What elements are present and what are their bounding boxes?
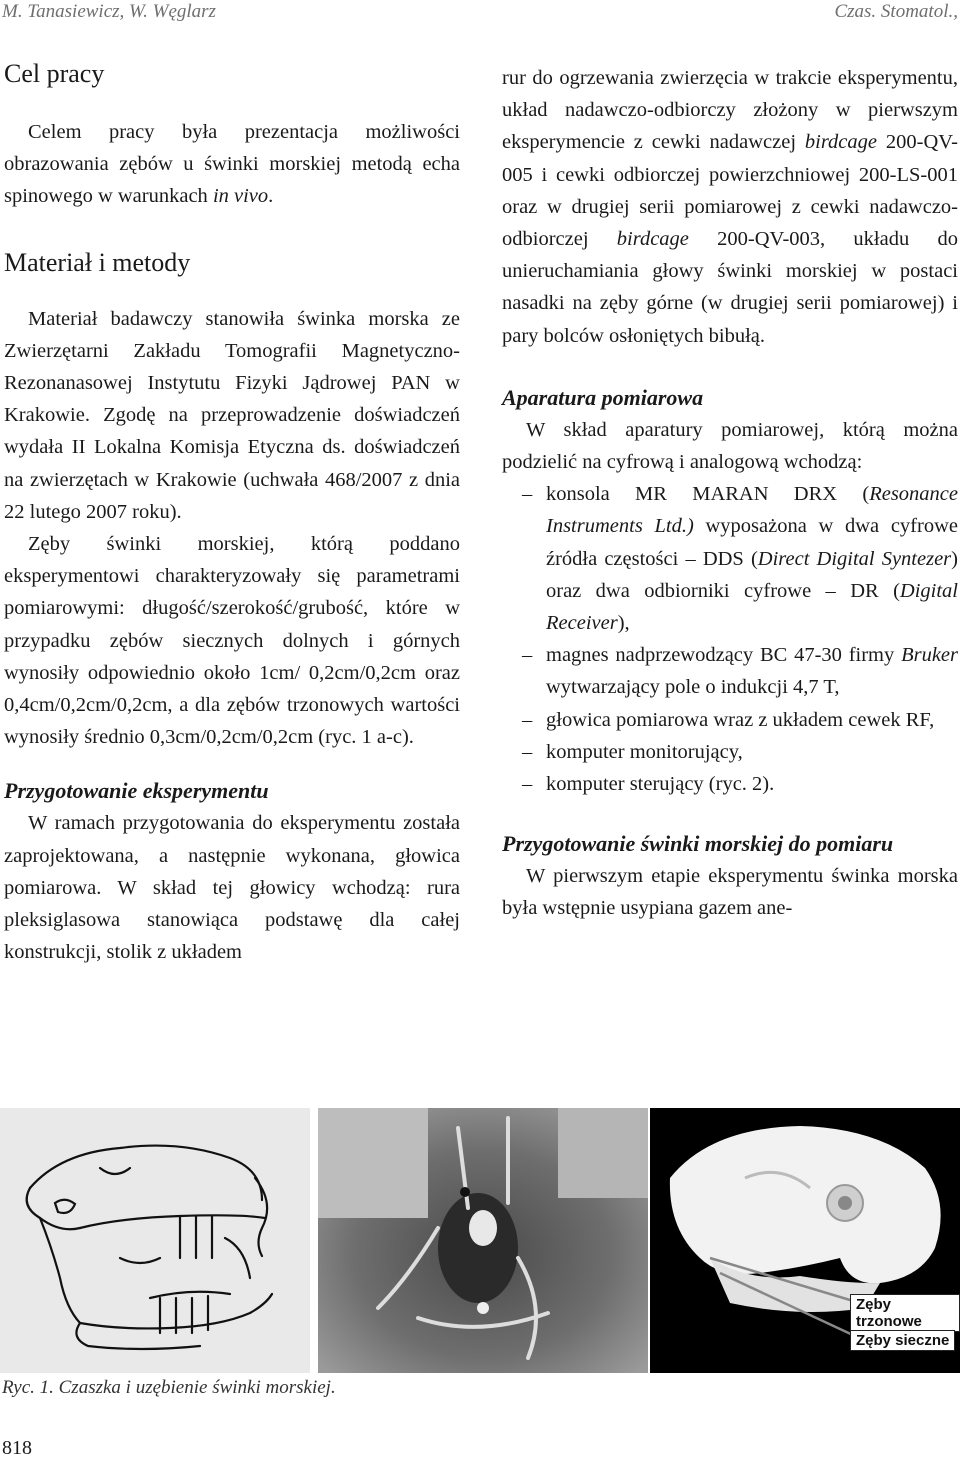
skull-drawing-icon [0, 1108, 310, 1373]
methods-paragraph-2: Zęby świnki morskiej, którą poddano eksperymentowi charakteryzowały się parametrami pomiarowymi: długość/szerokość/grubość, które w przypadku zębów siecznych dolnych i górnych wynosiły odpowiednio około 1cm/ 0,2cm/0,2cm oraz 0,4cm/0,2cm/0,2cm, a dla zębów trzonowych wartości wynosiły średnio 0,3cm/0,2cm/0,2cm (ryc. 1 a-c). [4, 533, 460, 749]
list-item: – magnes nadprzewodzący BC 47-30 firmy Bruker wytwarzający pole o indukcji 4,7 T, [502, 639, 958, 703]
figure-skull-drawing [0, 1108, 310, 1373]
heading-experiment-prep: Przygotowanie eksperymentu [4, 778, 269, 804]
label-molars: Zęby trzonowe [850, 1294, 960, 1332]
methods-paragraph-1: Materiał badawczy stanowiła świnka morska ze Zwierzętarni Zakładu Tomografii Magnetyczno-Rezonanasowej Instytutu Fizyki Jądrowej PAN w Krakowie. Zgodę na przeprowadzenie doświadczeń wydała II Lokalna Komisja Etyczna ds. doświadczeń na zwierzętach w Krakowie (uchwała 468/2007 z dnia 22 lutego 2007 roku). [4, 307, 460, 523]
prep-paragraph: W ramach przygotowania do eksperymentu została zaprojektowana, a następnie wykonana, głowica pomiarowa. W skład tej głowicy wchodzą: rura pleksiglasowa stanowiąca podstawę dla całej konstrukcji, stolik z układem [4, 812, 460, 964]
heading-methods: Materiał i metody [4, 247, 191, 277]
figure-caption: Ryc. 1. Czaszka i uzębienie świnki morskiej. [2, 1377, 336, 1398]
running-header-authors: M. Tanasiewicz, W. Węglarz [2, 1, 216, 22]
continued-paragraph: rur do ogrzewania zwierzęcia w trakcie eksperymentu, układ nadawczo-odbiorczy złożony w pierwszym eksperymencie z cewki nadawczej birdcage 200-QV-005 i cewki odbiorczej powierzchniowej 200-LS-001 oraz w drugiej serii pomiarowej z cewki nadawczo-odbiorczej birdcage 200-QV-003, układu do unieruchamiania głowy świnki morskiej w postaci nasadki na zęby górne (w drugiej serii pomiarowej) i pary bolców osłoniętych bibułą. [502, 67, 958, 347]
list-item: – komputer sterujący (ryc. 2). [502, 768, 958, 800]
guinea-prep-paragraph: W pierwszym etapie eksperymentu świnka morska była wstępnie usypiana gazem ane- [502, 865, 958, 920]
running-header-journal: Czas. Stomatol., [834, 1, 958, 22]
photo-teeth-icon [318, 1108, 648, 1373]
figure-photo-teeth [318, 1108, 648, 1373]
heading-guinea-pig-prep: Przygotowanie świnki morskiej do pomiaru [502, 831, 894, 857]
list-item: – komputer monitorujący, [502, 736, 958, 768]
apparatus-paragraph: W skład aparatury pomiarowej, którą można podzielić na cyfrową i analogową wchodzą: [502, 418, 958, 474]
left-column [4, 58, 460, 968]
list-item: – głowica pomiarowa wraz z układem cewek RF, [502, 704, 958, 736]
apparatus-list [502, 478, 958, 800]
aim-paragraph: Celem pracy była prezentacja możliwości obrazowania zębów u świnki morskiej metodą echa spinowego w warunkach in vivo. [4, 121, 460, 208]
heading-apparatus: Aparatura pomiarowa [502, 384, 704, 410]
figure-3d-skull [650, 1108, 960, 1373]
heading-aim: Cel pracy [4, 59, 105, 88]
list-item: – konsola MR MARAN DRX (Resonance Instruments Ltd.) wyposażona w dwa cyfrowe źródła częstości – DDS (Direct Digital Syntezer) oraz dwa odbiorniki cyfrowe – DR (Digital Receiver), [502, 478, 958, 639]
right-column [502, 62, 958, 925]
label-incisors: Zęby sieczne [850, 1330, 955, 1351]
page-number: 818 [2, 1437, 32, 1459]
